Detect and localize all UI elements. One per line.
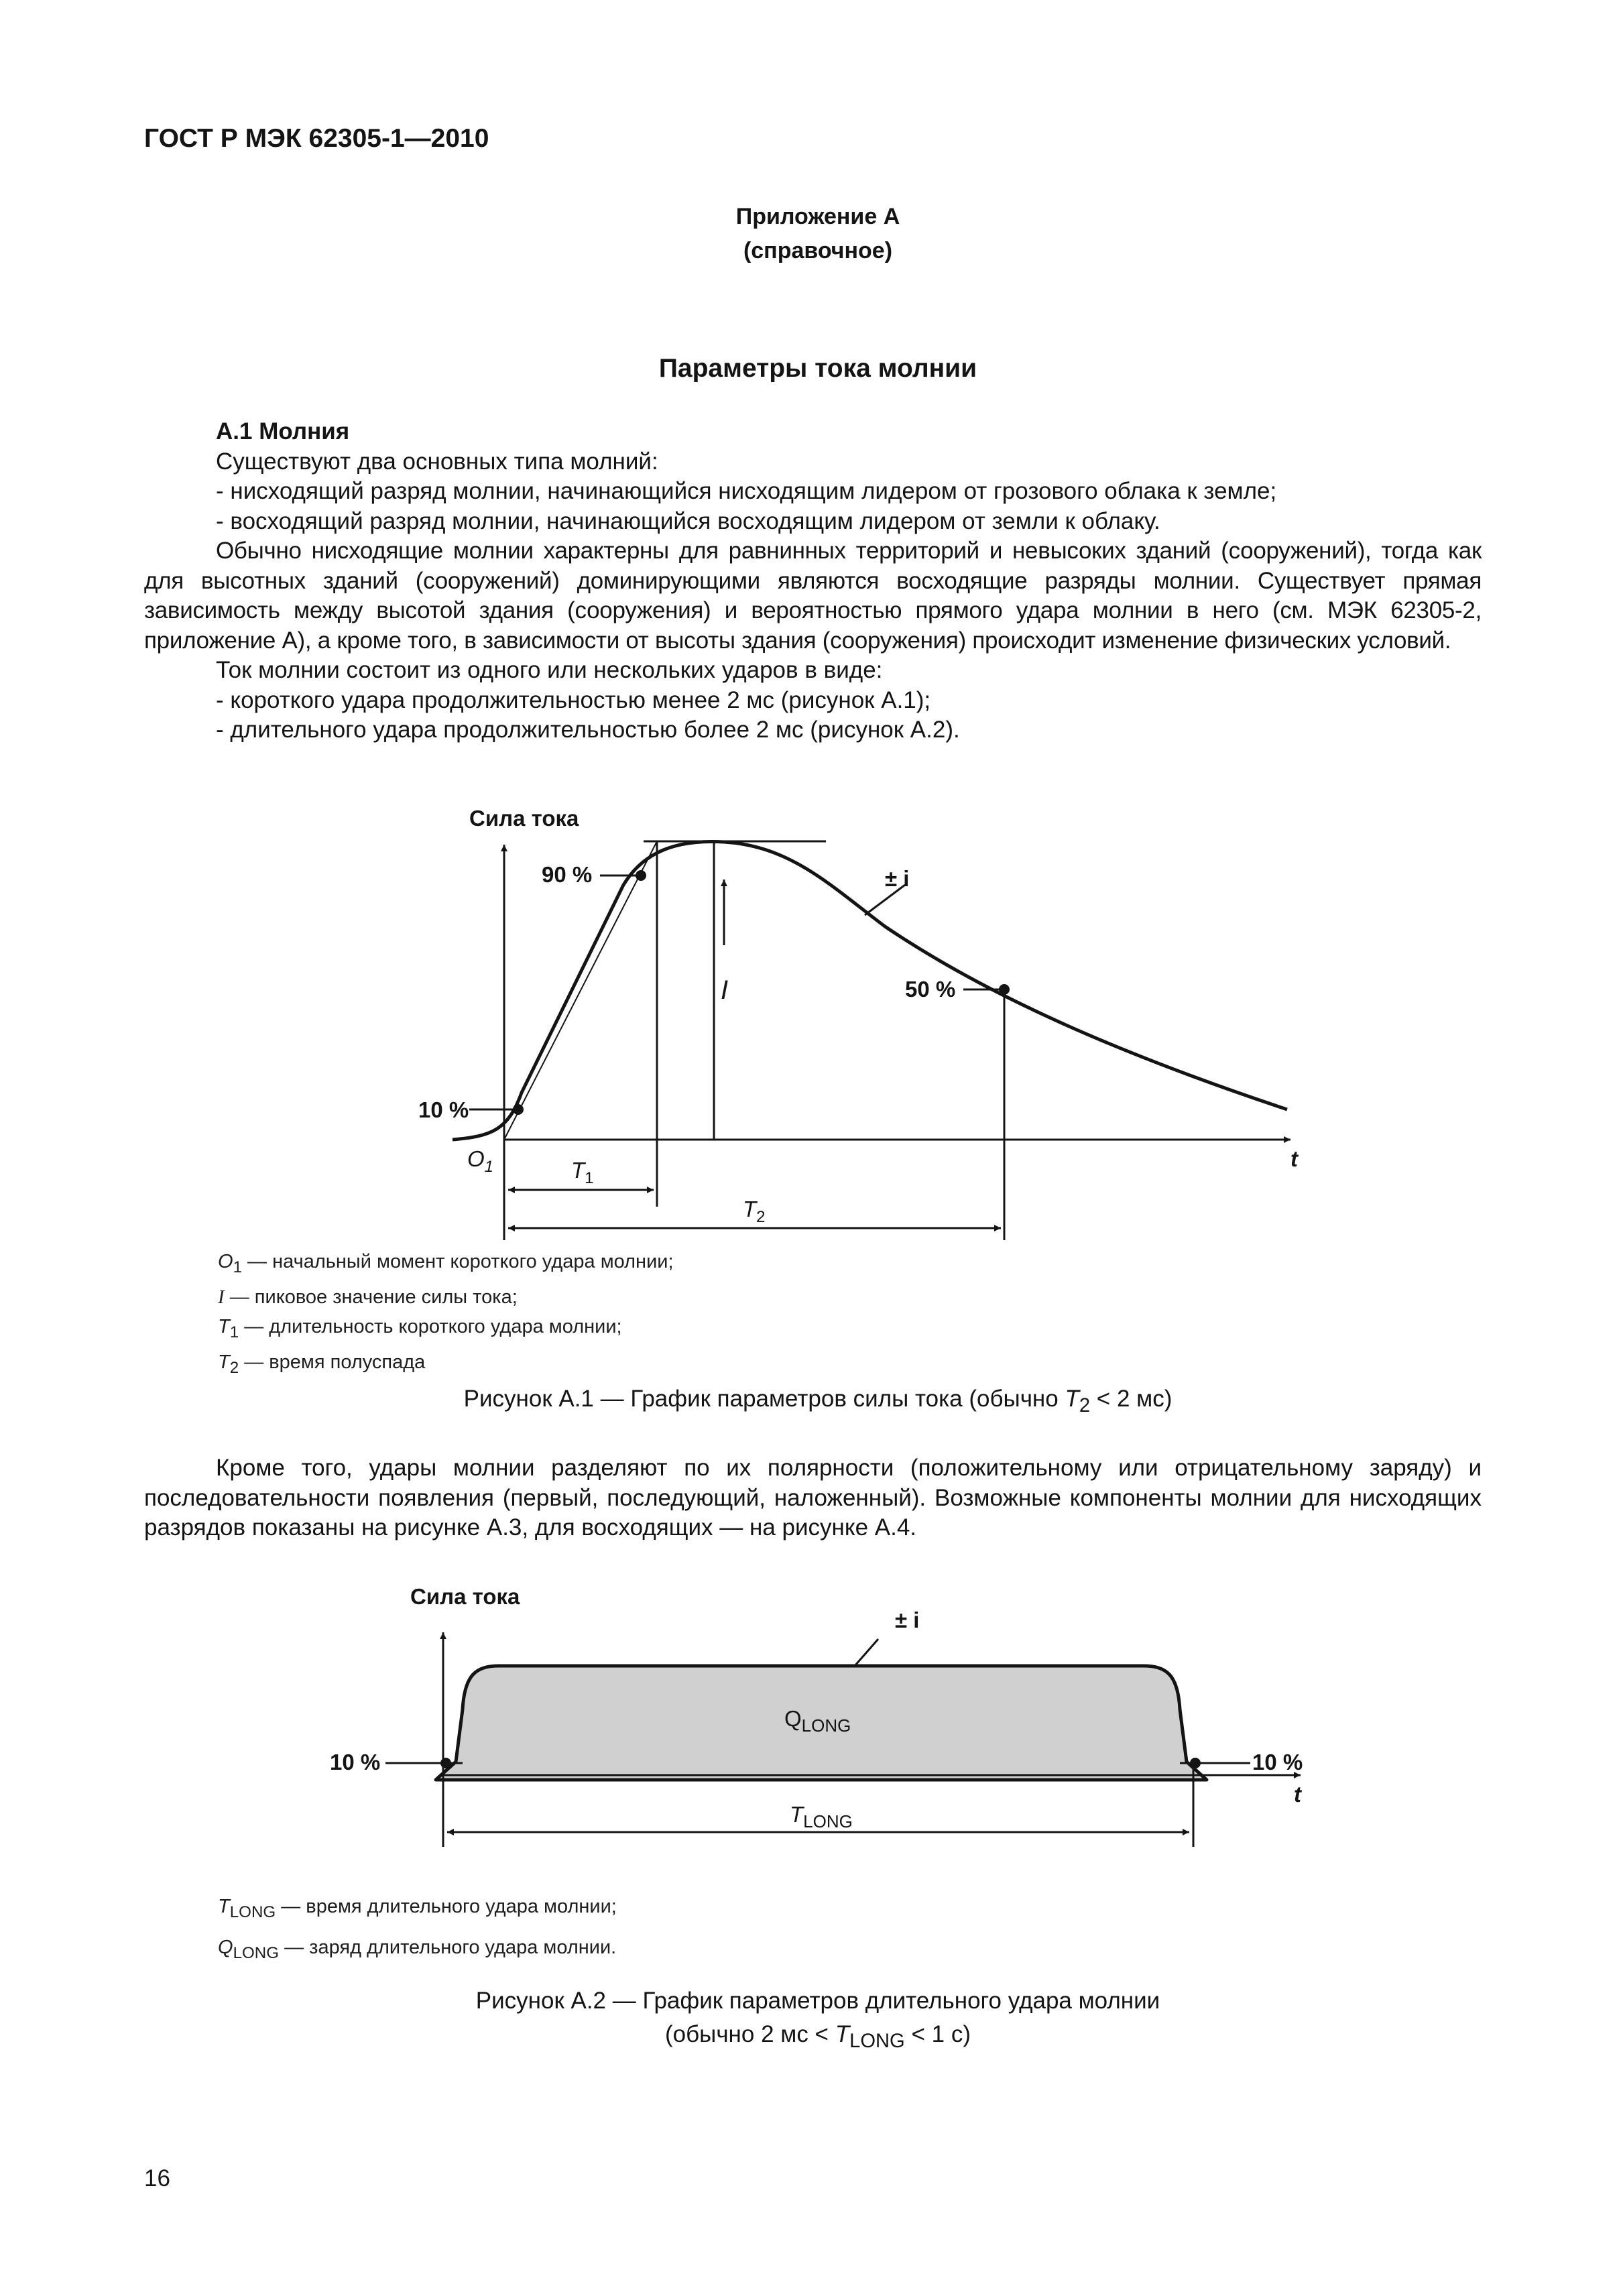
subsection-heading: А.1 Молния <box>216 418 350 444</box>
paragraph: Ток молнии состоит из одного или нескольких ударов в виде: <box>216 657 883 683</box>
t1-label: $T_1$ <box>571 1158 594 1187</box>
list-item: - нисходящий разряд молнии, начинающийся нисходящим лидером от грозового облака к земле; <box>216 478 1277 504</box>
caption-line: Рисунок А.2 — График параметров длительного удара молнии <box>475 1988 1160 2014</box>
legend-item: $T_{LONG}$ — время длительного удара молнии; <box>218 1896 617 1921</box>
section-text-2 <box>144 1453 1482 1543</box>
x-axis-label: t <box>1290 1146 1298 1171</box>
document-code: ГОСТ Р МЭК 62305-1—2010 <box>144 124 489 153</box>
paragraph: Обычно нисходящие молнии характерны для равнинных территорий и невысоких зданий (сооружений), тогда как для высотных зданий (сооружений) доминирующими являются восходящие разряды молнии. Существует прямая зависимость между высотой здания (сооружения) и вероятностью прямого удара молнии в него (см. МЭК 62305-2, приложение А), а кроме того, в зависимости от высоты здания (сооружения) происходит изменение физических условий. <box>144 538 1482 654</box>
legend-item: $Q_{LONG}$ — заряд длительного удара молнии. <box>218 1936 617 1962</box>
annex-title: Приложение А <box>735 204 900 229</box>
origin-label: $O_1$ <box>467 1146 494 1176</box>
level-50-label: 50 % <box>905 977 956 1002</box>
curve-label-leader <box>855 1639 878 1666</box>
point-left <box>440 1758 451 1768</box>
paragraph: Кроме того, удары молнии разделяют по их полярности (положительному или отрицательному заряду) и последовательности появления (первый, последующий, наложенный). Возможные компоненты молнии для нисходящих разрядов показаны на рисунке А.3, для восходящих — на рисунке А.4. <box>144 1455 1482 1540</box>
legend-item: $T_2$ — время полуспада <box>218 1351 426 1377</box>
figure-a1-caption: Рисунок А.1 — График параметров силы тока (обычно $T_2 < 2$ мс) <box>463 1386 1173 1416</box>
page-number: 16 <box>144 2165 170 2191</box>
curve-label: ± i <box>895 1608 920 1632</box>
peak-label: I <box>721 975 729 1005</box>
legend-item: I — пиковое значение силы тока; <box>218 1286 518 1308</box>
figure-a1-labels <box>418 806 1299 1226</box>
paragraph: Существуют два основных типа молний: <box>216 448 658 475</box>
level-left-label: 10 % <box>330 1750 381 1774</box>
level-10-label: 10 % <box>418 1097 469 1122</box>
point-10 <box>513 1104 524 1115</box>
level-90-label: 90 % <box>542 862 593 887</box>
legend-item: $T_1$ — длительность короткого удара молнии; <box>218 1315 622 1341</box>
t2-label: $T_2$ <box>743 1197 766 1226</box>
section-title: Параметры тока молнии <box>658 354 977 383</box>
x-axis-label: t <box>1294 1782 1301 1807</box>
y-axis-label: Сила тока <box>410 1584 520 1609</box>
annex-subtitle: (справочное) <box>743 238 893 263</box>
caption-line: (обычно 2 мс < $T_{LONG} < 1$ с) <box>665 2021 971 2052</box>
list-item: - восходящий разряд молнии, начинающийся восходящим лидером от земли к облаку. <box>216 507 1160 534</box>
legend-item: $O_1$ — начальный момент короткого удара молнии; <box>218 1251 674 1276</box>
figure-a2-caption <box>201 1984 1435 2058</box>
point-50 <box>999 984 1010 995</box>
list-item: - короткого удара продолжительностью менее 2 мс (рисунок А.1); <box>216 686 931 713</box>
y-axis-label: Сила тока <box>469 806 579 831</box>
figure-a2-legend <box>218 1889 617 1971</box>
curve-label: ± i <box>885 866 910 891</box>
point-right <box>1190 1758 1201 1768</box>
list-item: - длительного удара продолжительностью более 2 мс (рисунок А.2). <box>216 717 960 743</box>
charge-label: $Q_{LONG}$ <box>784 1706 851 1736</box>
figure-a1-legend <box>218 1247 674 1382</box>
level-right-label: 10 % <box>1252 1750 1303 1774</box>
duration-label: $T_{LONG}$ <box>790 1802 853 1831</box>
point-90 <box>636 870 646 881</box>
